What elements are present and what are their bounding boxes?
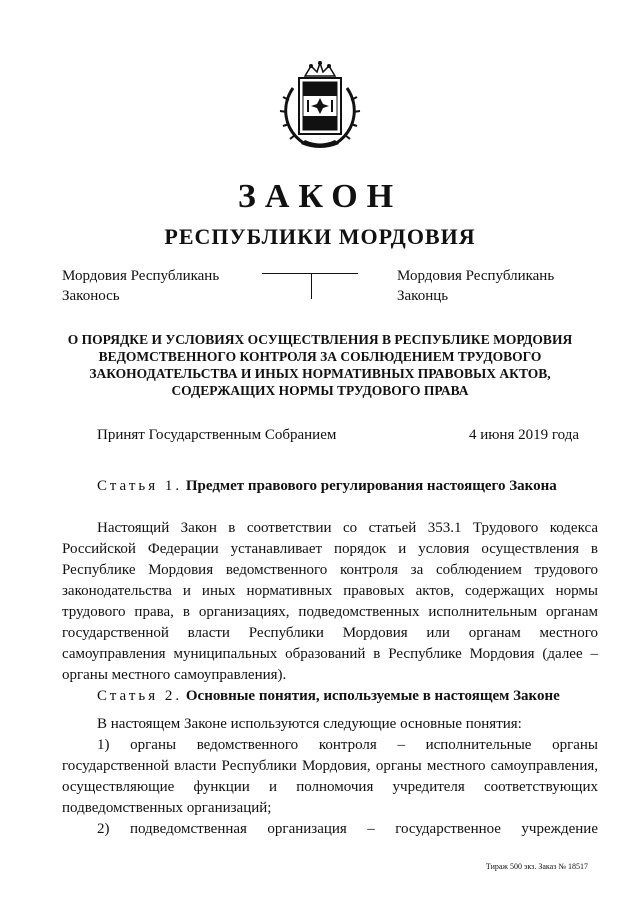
header-divider-horizontal [262,273,358,274]
republic-name: РЕСПУБЛИКИ МОРДОВИЯ [164,224,476,249]
article-2-title: Основные понятия, используемые в настоящем Законе [185,688,560,704]
law-heading-line3: ЗАКОНОДАТЕЛЬСТВА И ИНЫХ НОРМАТИВНЫХ ПРАВОВЫХ АКТОВ, [89,366,551,381]
law-name-right-line1: Мордовия Республикань [397,268,555,284]
law-name-erzya-right [397,266,554,306]
law-title: ЗАКОН [237,178,403,215]
law-name-right-line2: Законць [397,288,449,304]
law-heading-line1: О ПОРЯДКЕ И УСЛОВИЯХ ОСУЩЕСТВЛЕНИЯ В РЕСПУБЛИКЕ МОРДОВИЯ [67,332,573,347]
article-2-item-2: 2) подведомственная организация – государственное учреждение [97,821,598,837]
law-heading-line4: СОДЕРЖАЩИХ НОРМЫ ТРУДОВОГО ПРАВА [171,383,469,398]
law-name-left-line2: Законось [62,288,120,304]
law-name-left-line1: Мордовия Республикань [62,268,220,284]
article-1-text: Настоящий Закон в соответствии со статьей 353.1 Трудового кодекса Российской Федерации устанавливает порядок и условия осуществления в Республике Мордовия ведомственного контроля за соблюдением трудового законодательства и иных нормативных правовых актов, содержащих нормы трудового права, в организациях, подведомственных исполнительным органам государственной власти Республики Мордовия или органам местного самоуправления муниципальных образований в Республике Мордовия (далее – органы местного самоуправления). [62,520,598,683]
article-1-title: Предмет правового регулирования настоящего Закона [185,478,557,494]
article-2-item-1: 1) органы ведомственного контроля – исполнительные органы государственной власти Республики Мордовия, органы местного самоуправления, осуществляющие функции и полномочия учредителя соответствующих подведомственных организаций; [62,737,598,816]
article-2-label: Статья 2. [97,688,183,704]
article-2-intro: В настоящем Законе используются следующие основные понятия: [97,716,522,732]
article-1-label: Статья 1. [97,478,183,494]
law-heading [60,331,580,399]
coat-of-arms-emblem [275,60,365,152]
print-run-info: Тираж 500 экз. Заказ № 18517 [485,862,588,871]
article-1-heading [97,478,557,495]
adopted-date: 4 июня 2019 года [468,427,579,443]
adopted-by: Принят Государственным Собранием [97,427,337,443]
law-heading-line2: ВЕДОМСТВЕННОГО КОНТРОЛЯ ЗА СОБЛЮДЕНИЕМ ТРУДОВОГО [98,349,542,364]
law-name-moksha-left [62,266,219,306]
header-divider-vertical [311,273,312,299]
article-2-heading [97,688,560,705]
